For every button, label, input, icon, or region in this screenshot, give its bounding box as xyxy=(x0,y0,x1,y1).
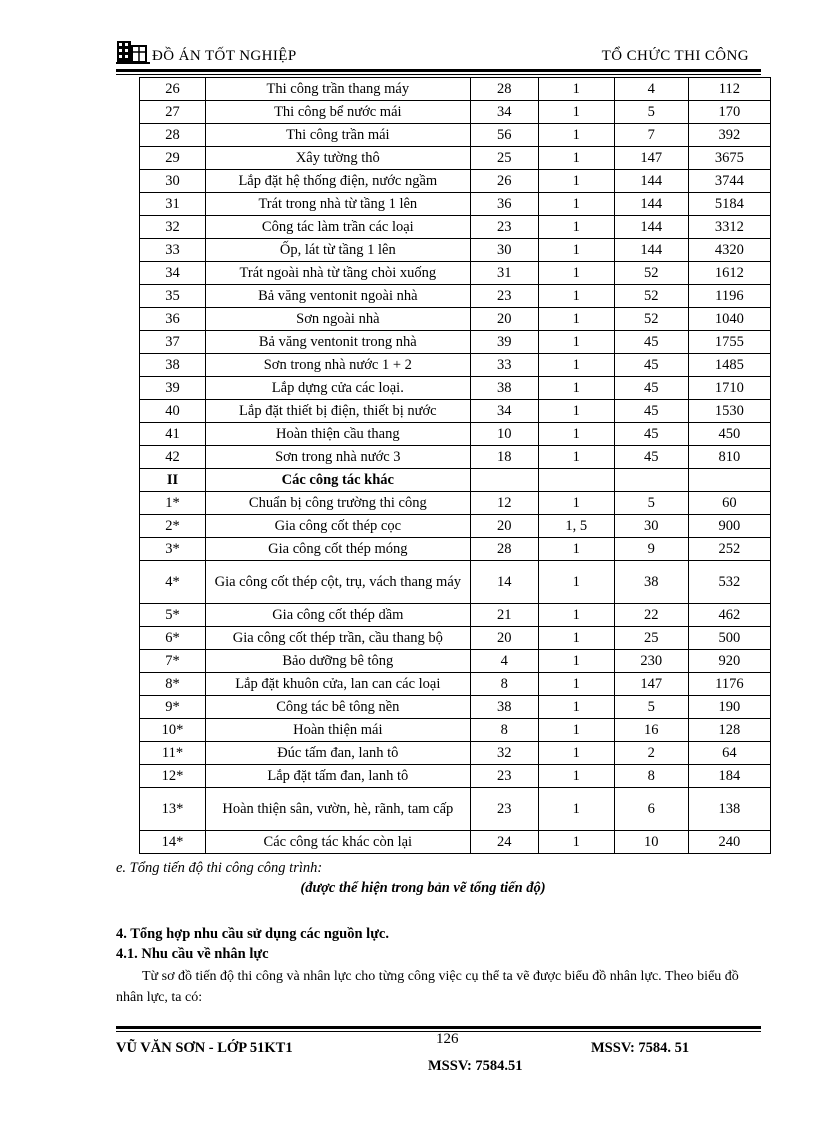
work-schedule-table xyxy=(139,77,771,854)
cell-value-4: 532 xyxy=(688,561,770,604)
cell-task: Hoàn thiện sân, vườn, hè, rãnh, tam cấp xyxy=(205,788,470,831)
cell-value-1: 23 xyxy=(470,788,538,831)
cell-task: Gia công cốt thép dầm xyxy=(205,604,470,627)
cell-task: Xây tường thô xyxy=(205,147,470,170)
section-heading: 4. Tổng hợp nhu cầu sử dụng các nguồn lực. xyxy=(116,926,389,942)
table-row xyxy=(140,788,771,831)
cell-value-2: 1 xyxy=(538,446,614,469)
cell-value-2: 1 xyxy=(538,673,614,696)
cell-value-1: 21 xyxy=(470,604,538,627)
cell-value-1: 23 xyxy=(470,216,538,239)
cell-stt: 32 xyxy=(140,216,206,239)
table-row xyxy=(140,515,771,538)
cell-value-1: 31 xyxy=(470,262,538,285)
cell-value-3: 7 xyxy=(614,124,688,147)
cell-value-3: 25 xyxy=(614,627,688,650)
cell-value-1: 39 xyxy=(470,331,538,354)
cell-task: Trát ngoài nhà từ tầng chòi xuống xyxy=(205,262,470,285)
cell-value-1: 8 xyxy=(470,719,538,742)
cell-value-4: 920 xyxy=(688,650,770,673)
table-row xyxy=(140,216,771,239)
table-row xyxy=(140,831,771,854)
cell-value-2: 1 xyxy=(538,331,614,354)
table-row xyxy=(140,423,771,446)
cell-value-3: 144 xyxy=(614,239,688,262)
cell-value-4: 252 xyxy=(688,538,770,561)
cell-task: Gia công cốt thép trần, cầu thang bộ xyxy=(205,627,470,650)
cell-stt: 41 xyxy=(140,423,206,446)
cell-value-4 xyxy=(688,469,770,492)
cell-task: Lắp đặt thiết bị điện, thiết bị nước xyxy=(205,400,470,423)
cell-value-3: 5 xyxy=(614,696,688,719)
cell-value-3: 147 xyxy=(614,673,688,696)
cell-value-1: 23 xyxy=(470,765,538,788)
cell-value-2: 1 xyxy=(538,285,614,308)
cell-value-3: 6 xyxy=(614,788,688,831)
cell-value-1: 34 xyxy=(470,101,538,124)
cell-value-1: 25 xyxy=(470,147,538,170)
cell-value-4: 900 xyxy=(688,515,770,538)
cell-task: Đúc tấm đan, lanh tô xyxy=(205,742,470,765)
cell-task: Ốp, lát từ tầng 1 lên xyxy=(205,239,470,262)
table-row xyxy=(140,193,771,216)
table-row xyxy=(140,492,771,515)
cell-value-1: 56 xyxy=(470,124,538,147)
cell-value-3: 45 xyxy=(614,331,688,354)
cell-value-1: 30 xyxy=(470,239,538,262)
cell-value-4: 392 xyxy=(688,124,770,147)
table-row xyxy=(140,673,771,696)
table-row xyxy=(140,561,771,604)
cell-value-2: 1 xyxy=(538,170,614,193)
cell-value-4: 112 xyxy=(688,78,770,101)
table-row xyxy=(140,400,771,423)
cell-value-3: 45 xyxy=(614,377,688,400)
header-title: ĐỒ ÁN TỐT NGHIỆP xyxy=(152,48,297,64)
cell-task: Lắp đặt tấm đan, lanh tô xyxy=(205,765,470,788)
table-row xyxy=(140,742,771,765)
cell-value-4: 1196 xyxy=(688,285,770,308)
cell-value-4: 1530 xyxy=(688,400,770,423)
cell-value-1 xyxy=(470,469,538,492)
cell-value-4: 450 xyxy=(688,423,770,446)
cell-stt: 38 xyxy=(140,354,206,377)
cell-value-3: 5 xyxy=(614,101,688,124)
building-logo-icon xyxy=(116,40,150,64)
cell-stt: 14* xyxy=(140,831,206,854)
cell-stt: 26 xyxy=(140,78,206,101)
cell-task: Trát trong nhà từ tầng 1 lên xyxy=(205,193,470,216)
cell-value-2: 1 xyxy=(538,400,614,423)
footer-mssv-below: MSSV: 7584.51 xyxy=(428,1058,523,1074)
cell-value-3: 144 xyxy=(614,170,688,193)
cell-value-3: 52 xyxy=(614,308,688,331)
cell-value-3: 9 xyxy=(614,538,688,561)
cell-value-2: 1 xyxy=(538,308,614,331)
table-row xyxy=(140,285,771,308)
cell-stt: 36 xyxy=(140,308,206,331)
cell-value-2 xyxy=(538,469,614,492)
cell-value-4: 462 xyxy=(688,604,770,627)
cell-stt: 12* xyxy=(140,765,206,788)
table-row xyxy=(140,469,771,492)
cell-task: Các công tác khác còn lại xyxy=(205,831,470,854)
cell-value-2: 1 xyxy=(538,492,614,515)
cell-value-2: 1 xyxy=(538,124,614,147)
cell-value-2: 1 xyxy=(538,147,614,170)
cell-value-3: 10 xyxy=(614,831,688,854)
cell-task: Sơn ngoài nhà xyxy=(205,308,470,331)
cell-value-2: 1 xyxy=(538,604,614,627)
cell-value-2: 1 xyxy=(538,561,614,604)
cell-stt: 31 xyxy=(140,193,206,216)
cell-task: Công tác làm trần các loại xyxy=(205,216,470,239)
cell-value-1: 33 xyxy=(470,354,538,377)
cell-value-4: 1176 xyxy=(688,673,770,696)
cell-value-1: 32 xyxy=(470,742,538,765)
cell-value-1: 26 xyxy=(470,170,538,193)
cell-value-1: 8 xyxy=(470,673,538,696)
body-paragraph: Từ sơ đồ tiến độ thi công và nhân lực cho từng công việc cụ thể ta vẽ được biểu đồ nhân lực. Theo biểu đồ nhân lực, ta có: xyxy=(116,969,739,1005)
cell-value-2: 1 xyxy=(538,788,614,831)
cell-value-3: 5 xyxy=(614,492,688,515)
header-section: TỔ CHỨC THI CÔNG xyxy=(601,48,749,64)
cell-value-4: 128 xyxy=(688,719,770,742)
cell-value-4: 1710 xyxy=(688,377,770,400)
cell-value-3: 45 xyxy=(614,400,688,423)
cell-stt: 35 xyxy=(140,285,206,308)
cell-task: Sơn trong nhà nước 1 + 2 xyxy=(205,354,470,377)
cell-value-4: 138 xyxy=(688,788,770,831)
cell-stt: II xyxy=(140,469,206,492)
cell-task: Gia công cốt thép cọc xyxy=(205,515,470,538)
cell-value-1: 14 xyxy=(470,561,538,604)
cell-task: Bảo dưỡng bê tông xyxy=(205,650,470,673)
cell-value-2: 1 xyxy=(538,101,614,124)
cell-stt: 7* xyxy=(140,650,206,673)
table-row xyxy=(140,377,771,400)
page-header xyxy=(116,38,761,74)
table-row xyxy=(140,101,771,124)
schedule-note-subtitle: (được thể hiện trong bản vẽ tổng tiến độ) xyxy=(300,880,546,896)
table-row xyxy=(140,538,771,561)
cell-value-1: 18 xyxy=(470,446,538,469)
table-row xyxy=(140,331,771,354)
cell-stt: 42 xyxy=(140,446,206,469)
cell-value-4: 1612 xyxy=(688,262,770,285)
cell-value-3: 2 xyxy=(614,742,688,765)
cell-value-3: 16 xyxy=(614,719,688,742)
cell-value-3: 8 xyxy=(614,765,688,788)
header-rule xyxy=(116,69,761,72)
cell-task: Các công tác khác xyxy=(205,469,470,492)
cell-value-1: 34 xyxy=(470,400,538,423)
cell-stt: 10* xyxy=(140,719,206,742)
cell-value-4: 4320 xyxy=(688,239,770,262)
cell-task: Gia công cốt thép móng xyxy=(205,538,470,561)
cell-task: Lắp đặt khuôn cửa, lan can các loại xyxy=(205,673,470,696)
cell-value-1: 12 xyxy=(470,492,538,515)
footer-mssv: MSSV: 7584. 51 xyxy=(591,1040,690,1056)
cell-stt: 34 xyxy=(140,262,206,285)
cell-value-2: 1 xyxy=(538,831,614,854)
cell-value-4: 184 xyxy=(688,765,770,788)
cell-stt: 3* xyxy=(140,538,206,561)
schedule-note-title: e. Tổng tiến độ thi công công trình: xyxy=(116,860,323,876)
footer-author: VŨ VĂN SƠN - LỚP 51KT1 xyxy=(116,1040,293,1056)
cell-stt: 6* xyxy=(140,627,206,650)
cell-stt: 11* xyxy=(140,742,206,765)
cell-stt: 27 xyxy=(140,101,206,124)
cell-value-3: 38 xyxy=(614,561,688,604)
cell-task: Bả văng ventonit ngoài nhà xyxy=(205,285,470,308)
cell-stt: 37 xyxy=(140,331,206,354)
cell-value-2: 1 xyxy=(538,719,614,742)
table-row xyxy=(140,604,771,627)
cell-value-4: 500 xyxy=(688,627,770,650)
cell-stt: 4* xyxy=(140,561,206,604)
cell-value-2: 1 xyxy=(538,78,614,101)
cell-value-1: 36 xyxy=(470,193,538,216)
cell-value-2: 1 xyxy=(538,377,614,400)
cell-task: Sơn trong nhà nước 3 xyxy=(205,446,470,469)
cell-stt: 13* xyxy=(140,788,206,831)
cell-value-2: 1 xyxy=(538,650,614,673)
cell-value-3: 22 xyxy=(614,604,688,627)
header-rule-thin xyxy=(116,74,761,75)
cell-value-4: 1485 xyxy=(688,354,770,377)
table-row xyxy=(140,627,771,650)
cell-value-1: 10 xyxy=(470,423,538,446)
cell-value-2: 1 xyxy=(538,627,614,650)
cell-value-2: 1 xyxy=(538,538,614,561)
cell-value-3: 147 xyxy=(614,147,688,170)
cell-task: Bả văng ventonit trong nhà xyxy=(205,331,470,354)
cell-value-3: 4 xyxy=(614,78,688,101)
cell-value-2: 1 xyxy=(538,239,614,262)
cell-value-3: 30 xyxy=(614,515,688,538)
cell-task: Lắp đặt hệ thống điện, nước ngầm xyxy=(205,170,470,193)
cell-value-4: 60 xyxy=(688,492,770,515)
table-row xyxy=(140,446,771,469)
cell-value-4: 5184 xyxy=(688,193,770,216)
table-row xyxy=(140,650,771,673)
cell-value-4: 3675 xyxy=(688,147,770,170)
cell-value-4: 3312 xyxy=(688,216,770,239)
cell-task: Hoàn thiện mái xyxy=(205,719,470,742)
table-row xyxy=(140,147,771,170)
cell-value-4: 810 xyxy=(688,446,770,469)
cell-value-2: 1 xyxy=(538,262,614,285)
cell-value-1: 38 xyxy=(470,377,538,400)
cell-value-1: 24 xyxy=(470,831,538,854)
table-row xyxy=(140,719,771,742)
cell-value-3 xyxy=(614,469,688,492)
cell-value-3: 45 xyxy=(614,446,688,469)
cell-value-1: 20 xyxy=(470,627,538,650)
cell-stt: 5* xyxy=(140,604,206,627)
cell-value-4: 240 xyxy=(688,831,770,854)
table-row xyxy=(140,354,771,377)
cell-value-1: 28 xyxy=(470,538,538,561)
table-row xyxy=(140,124,771,147)
cell-stt: 30 xyxy=(140,170,206,193)
cell-value-2: 1 xyxy=(538,742,614,765)
cell-task: Thi công bể nước mái xyxy=(205,101,470,124)
cell-stt: 2* xyxy=(140,515,206,538)
table-row xyxy=(140,239,771,262)
subsection-heading: 4.1. Nhu cầu về nhân lực xyxy=(116,946,269,962)
cell-value-2: 1 xyxy=(538,423,614,446)
cell-value-3: 230 xyxy=(614,650,688,673)
cell-value-3: 52 xyxy=(614,285,688,308)
cell-stt: 8* xyxy=(140,673,206,696)
cell-value-2: 1 xyxy=(538,696,614,719)
cell-task: Công tác bê tông nền xyxy=(205,696,470,719)
cell-stt: 40 xyxy=(140,400,206,423)
table-row xyxy=(140,696,771,719)
cell-task: Gia công cốt thép cột, trụ, vách thang máy xyxy=(205,561,470,604)
table-row xyxy=(140,765,771,788)
cell-stt: 28 xyxy=(140,124,206,147)
cell-value-2: 1 xyxy=(538,354,614,377)
cell-value-1: 38 xyxy=(470,696,538,719)
cell-stt: 1* xyxy=(140,492,206,515)
cell-value-2: 1 xyxy=(538,765,614,788)
cell-value-3: 45 xyxy=(614,423,688,446)
cell-task: Hoàn thiện cầu thang xyxy=(205,423,470,446)
cell-value-4: 1755 xyxy=(688,331,770,354)
cell-value-4: 1040 xyxy=(688,308,770,331)
cell-stt: 9* xyxy=(140,696,206,719)
cell-value-2: 1 xyxy=(538,216,614,239)
cell-task: Chuẩn bị công trường thi công xyxy=(205,492,470,515)
cell-value-4: 190 xyxy=(688,696,770,719)
cell-task: Lắp dựng cửa các loại. xyxy=(205,377,470,400)
table-row xyxy=(140,78,771,101)
cell-value-3: 144 xyxy=(614,216,688,239)
table-row xyxy=(140,262,771,285)
cell-value-1: 4 xyxy=(470,650,538,673)
page-number: 126 xyxy=(436,1031,459,1047)
table-row xyxy=(140,308,771,331)
cell-value-4: 3744 xyxy=(688,170,770,193)
cell-value-4: 170 xyxy=(688,101,770,124)
cell-value-1: 23 xyxy=(470,285,538,308)
cell-value-3: 45 xyxy=(614,354,688,377)
cell-value-1: 20 xyxy=(470,515,538,538)
cell-task: Thi công trần thang máy xyxy=(205,78,470,101)
cell-value-4: 64 xyxy=(688,742,770,765)
cell-task: Thi công trần mái xyxy=(205,124,470,147)
cell-value-2: 1, 5 xyxy=(538,515,614,538)
cell-stt: 39 xyxy=(140,377,206,400)
cell-stt: 33 xyxy=(140,239,206,262)
cell-value-1: 20 xyxy=(470,308,538,331)
cell-value-2: 1 xyxy=(538,193,614,216)
cell-value-3: 52 xyxy=(614,262,688,285)
cell-value-3: 144 xyxy=(614,193,688,216)
cell-value-1: 28 xyxy=(470,78,538,101)
cell-stt: 29 xyxy=(140,147,206,170)
table-row xyxy=(140,170,771,193)
footer-rule xyxy=(116,1026,761,1029)
